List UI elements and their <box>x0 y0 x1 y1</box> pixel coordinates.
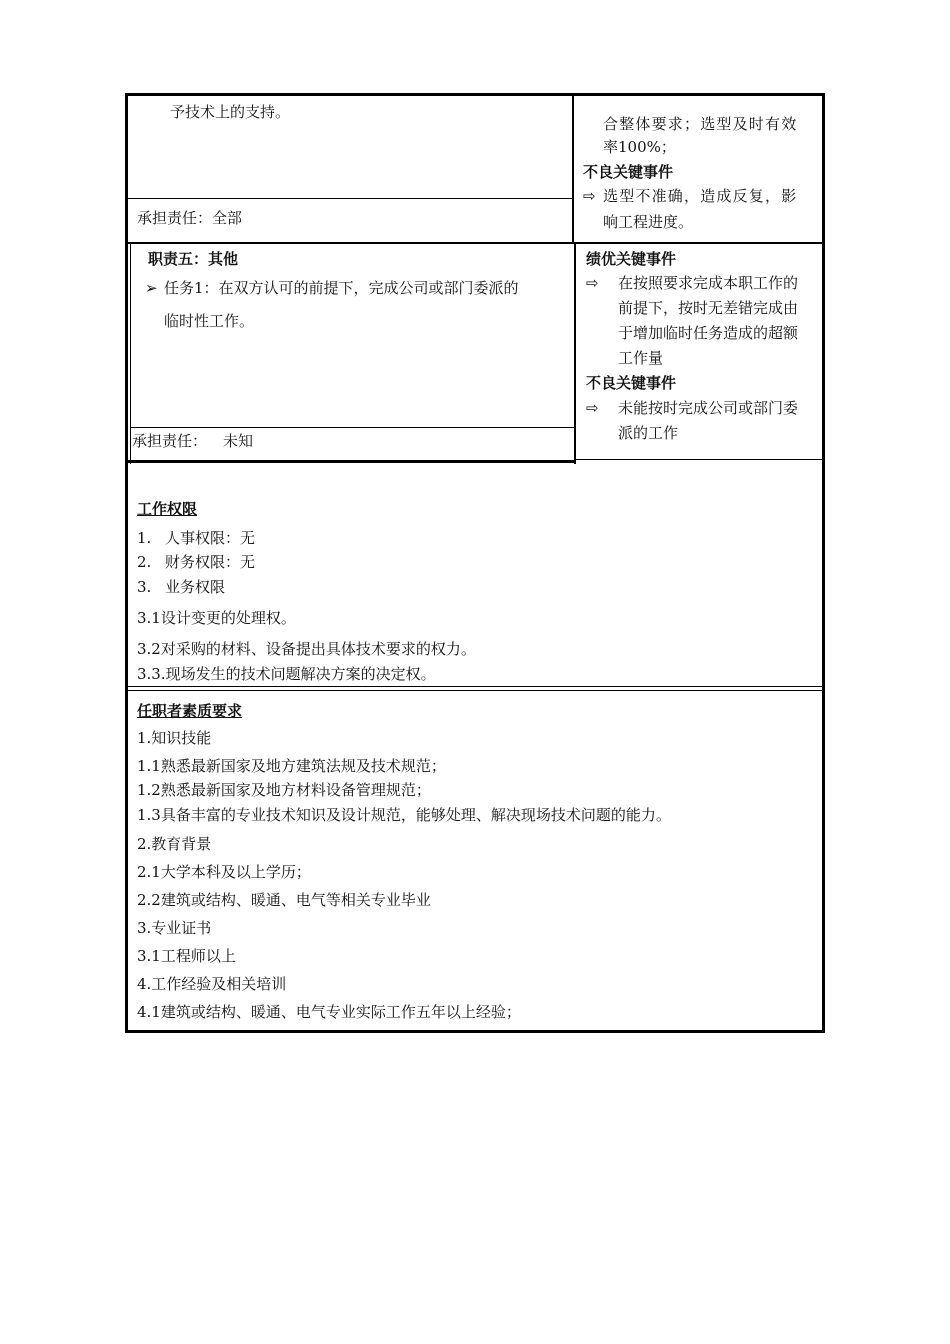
qualification-line: 1.3具备丰富的专业技术知识及设计规范，能够处理、解决现场技术问题的能力。 <box>137 806 671 824</box>
bullet-arrow-icon: ➢ <box>145 279 158 297</box>
duty5-bad-line: 未能按时完成公司或部门委 <box>618 399 799 417</box>
qualification-line: 2.1大学本科及以上学历； <box>137 863 311 881</box>
duty5-responsibility-value: 未知 <box>223 432 254 450</box>
duty5-bad-title: 不良关键事件 <box>586 374 677 392</box>
duty5-good-line: 工作量 <box>618 349 664 367</box>
authority-title: 工作权限 <box>137 500 198 518</box>
qualification-line: 1.知识技能 <box>137 729 212 747</box>
arrow-right-icon: ⇨ <box>586 274 599 292</box>
authority-item-num: 3. <box>137 578 152 596</box>
qualification-line: 3.专业证书 <box>137 919 212 937</box>
duty5-good-line: 于增加临时任务造成的超额 <box>618 324 799 342</box>
qualification-line: 4.工作经验及相关培训 <box>137 975 287 993</box>
duty4-bad-line2: 响工程进度。 <box>603 213 694 231</box>
duty4-good-line2: 率100%； <box>603 138 676 156</box>
authority-item: 人事权限：无 <box>165 529 256 547</box>
duty5-task-line1: 任务1：在双方认可的前提下，完成公司或部门委派的 <box>164 279 519 297</box>
duty5-bad-line: 派的工作 <box>618 424 679 442</box>
duty5-good-line: 前提下，按时无差错完成由 <box>618 299 799 317</box>
authority-sub: 3.2对采购的材料、设备提出具体技术要求的权力。 <box>137 640 476 658</box>
duty5-good-title: 绩优关键事件 <box>586 250 677 268</box>
qualification-line: 1.2熟悉最新国家及地方材料设备管理规范； <box>137 781 431 799</box>
duty4-responsibility: 承担责任：全部 <box>137 209 243 227</box>
qualification-line: 3.1工程师以上 <box>137 947 236 965</box>
duty5-good-line: 在按照要求完成本职工作的 <box>618 274 799 292</box>
duty4-bad-title: 不良关键事件 <box>583 163 674 181</box>
duty4-task-tail: 予技术上的支持。 <box>170 103 291 121</box>
authority-item: 财务权限：无 <box>165 553 256 571</box>
authority-item-num: 1. <box>137 529 152 547</box>
authority-item-num: 2. <box>137 553 152 571</box>
duty5-task-line2: 临时性工作。 <box>164 312 255 330</box>
arrow-right-icon: ⇨ <box>586 399 599 417</box>
duty4-good-line1: 合整体要求；选型及时有效 <box>603 115 798 133</box>
authority-sub: 3.1设计变更的处理权。 <box>137 609 296 627</box>
qualification-line: 2.教育背景 <box>137 835 212 853</box>
qualification-line: 2.2建筑或结构、暖通、电气等相关专业毕业 <box>137 891 431 909</box>
duty4-bad-line1: 选型不准确，造成反复，影 <box>603 187 798 205</box>
qualification-line: 1.1熟悉最新国家及地方建筑法规及技术规范； <box>137 757 446 775</box>
qualification-title: 任职者素质要求 <box>137 702 243 720</box>
arrow-right-icon: ⇨ <box>583 187 596 205</box>
qualification-line: 4.1建筑或结构、暖通、电气专业实际工作五年以上经验； <box>137 1003 521 1021</box>
authority-sub: 3.3.现场发生的技术问题解决方案的决定权。 <box>137 665 436 683</box>
duty5-title: 职责五：其他 <box>148 250 239 268</box>
authority-item: 业务权限 <box>165 578 226 596</box>
duty5-responsibility-label: 承担责任： <box>132 432 208 450</box>
